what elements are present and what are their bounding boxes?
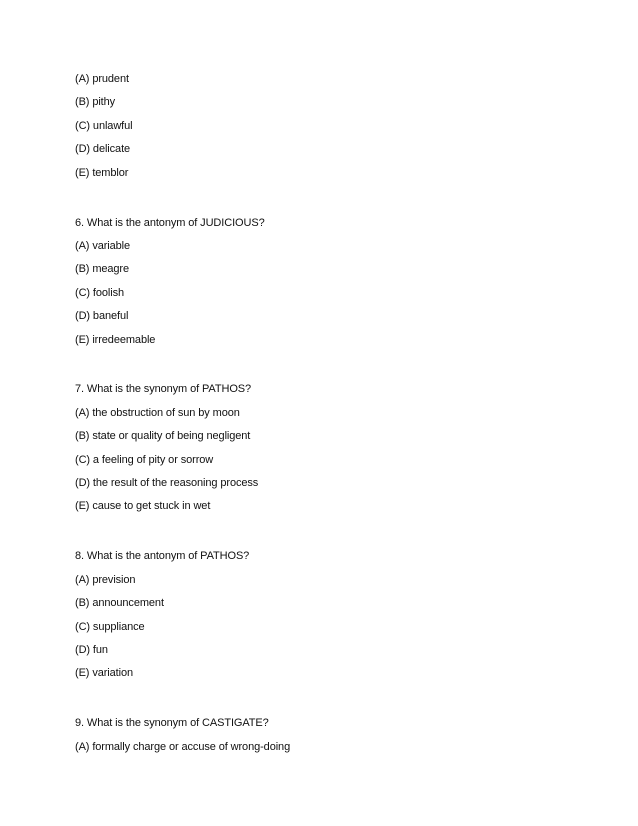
block-spacer: [75, 189, 595, 216]
option-text: (E) cause to get stuck in wet: [75, 500, 211, 513]
option-text: (B) pithy: [75, 96, 116, 109]
question-text: 8. What is the antonym of PATHOS?: [75, 550, 250, 563]
option-text: (A) prevision: [75, 573, 136, 586]
option-text: (D) delicate: [75, 143, 131, 156]
option-text: (C) foolish: [75, 286, 125, 299]
option-text: (C) suppliance: [75, 620, 145, 633]
option-text: (A) the obstruction of sun by moon: [75, 406, 240, 419]
option-text: (B) state or quality of being negligent: [75, 430, 251, 443]
option-text: (D) baneful: [75, 310, 129, 323]
option-text: (C) unlawful: [75, 119, 133, 132]
option-text: (C) a feeling of pity or sorrow: [75, 453, 214, 466]
document-page: [75, 72, 595, 763]
block-spacer: [75, 523, 595, 550]
option-text: (E) irredeemable: [75, 333, 156, 346]
question-text: 6. What is the antonym of JUDICIOUS?: [75, 216, 265, 229]
block-spacer: [75, 690, 595, 717]
question-text: 9. What is the synonym of CASTIGATE?: [75, 717, 269, 730]
option-text: (A) variable: [75, 239, 131, 252]
option-text: (A) formally charge or accuse of wrong-doing: [75, 740, 291, 753]
option-text: (E) variation: [75, 667, 133, 680]
option-text: (E) temblor: [75, 166, 129, 179]
option-text: (B) announcement: [75, 597, 164, 610]
option-text: (B) meagre: [75, 263, 130, 276]
question-text: 7. What is the synonym of PATHOS?: [75, 383, 252, 396]
block-spacer: [75, 356, 595, 383]
option-text: (A) prudent: [75, 73, 129, 85]
option-text: (D) the result of the reasoning process: [75, 477, 259, 490]
option-text: (D) fun: [75, 643, 108, 656]
